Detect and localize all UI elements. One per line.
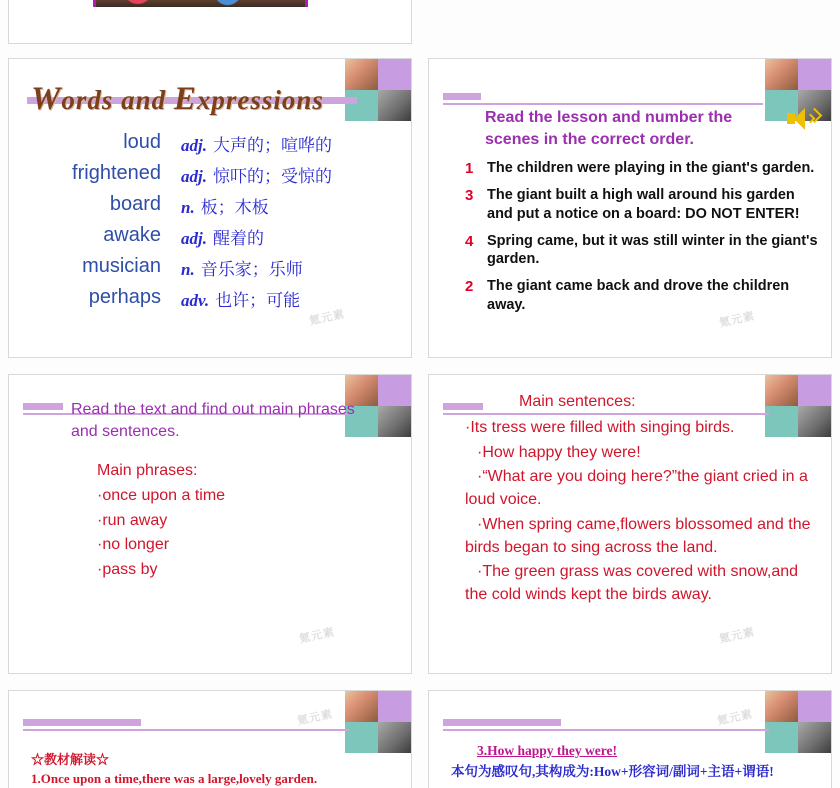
list-item[interactable] [465,159,820,178]
slide-photo-strip[interactable] [8,0,412,44]
list-item[interactable] [465,277,820,315]
vocab-word: awake [103,224,161,246]
explanation-heading: 3.How happy they were! [477,743,617,758]
vocab-pos: n. [181,198,195,217]
explanation-line: 1.Once upon a time,there was a large,lovely garden. [31,770,318,786]
vocab-meaning: n. 板；木板 [181,198,269,217]
main-sentences-list [465,417,815,609]
vocab-row [9,224,411,249]
slide-read-the-lesson[interactable] [428,58,832,358]
title-rule-left [443,719,561,726]
order-number: 2 [465,278,474,296]
scene-text: The giant built a high wall around his garden and put a notice on a board: DO NOT ENTER! [487,186,800,222]
vocab-meaning: adv. 也许；可能 [181,291,301,310]
corner-decoration-icon [765,691,831,753]
watermark: 氪元素 [716,708,755,728]
title-rule-left [443,403,483,410]
slide-words-and-expressions[interactable] [8,58,412,358]
order-number: 3 [465,186,474,204]
vocab-pos: adj. [181,167,207,186]
vocab-meaning: n. 音乐家；乐师 [181,260,303,279]
sentence-item: ·The green grass was covered with snow,and the cold winds kept the birds away. [465,563,799,604]
watermark: 氪元素 [718,310,757,330]
lesson-instruction: Read the lesson and number the scenes in the correct order. [485,109,733,148]
vocab-pos: adj. [181,229,207,248]
vocab-word: loud [123,131,161,153]
title-rule-thin [443,413,769,415]
scene-text: The children were playing in the giant's garden. [487,160,815,176]
watermark: 氪元素 [718,626,757,646]
corner-decoration-icon [345,691,411,753]
title-rule-left [23,403,63,410]
title-rule-thin [443,729,769,731]
vocab-row [9,162,411,187]
sentence-item: ·Its tress were filled with singing birds. [465,419,735,436]
order-number: 1 [465,160,474,177]
vocab-word: frightened [72,162,161,184]
phrase-item: ·pass by [97,561,158,579]
main-sentences-heading: Main sentences: [519,393,636,410]
main-phrases-block [97,459,225,583]
vocab-row [9,255,411,280]
vocab-word: board [109,193,161,215]
explanation-line: ☆教材解读☆ [31,752,110,767]
main-phrases-heading: Main phrases: [97,462,198,479]
watermark: 氪元素 [296,708,335,728]
vocab-pos: adv. [181,291,210,310]
vocab-pos: adj. [181,136,207,155]
vocab-meaning: adj. 惊吓的；受惊的 [181,167,332,186]
title-rule-thin [23,729,349,731]
scene-text: Spring came, but it was still winter in the giant's garden. [487,232,818,268]
sentence-item: ·When spring came,flowers blossomed and the birds began to sing across the land. [465,515,811,556]
title-rule-left [443,93,481,100]
slide-how-happy-explanation[interactable] [428,690,832,788]
slide-textbook-explanation[interactable] [8,690,412,788]
slide-main-phrases[interactable] [8,374,412,674]
sentence-item: ·“What are you doing here?”the giant cried in a loud voice. [465,468,808,509]
scene-order-list [465,159,820,323]
list-item[interactable] [465,186,820,224]
order-number: 4 [465,232,474,250]
vocab-row [9,286,411,311]
words-expressions-title: Words and Expressions [31,81,324,117]
vocab-meaning: adj. 醒着的 [181,229,264,248]
corner-decoration-icon [345,59,411,121]
vocab-row [9,193,411,218]
explanation-block [31,751,391,788]
list-item[interactable] [465,232,820,270]
title-rule-thin [443,103,763,105]
vocab-word: musician [82,255,161,277]
phrase-item: ·no longer [97,536,170,554]
title-rule-left [23,719,141,726]
speaker-icon[interactable] [787,107,815,131]
instruction-text: Read the text and find out main phrases and sentences. [71,401,355,441]
phrase-item: ·run away [97,511,168,529]
scene-text: The giant came back and drove the children away. [487,278,790,314]
explanation-body: 本句为感叹句,其构成为:How+形容词/副词+主语+谓语! [451,764,774,779]
watermark: 氪元素 [308,308,347,328]
watermark: 氪元素 [298,626,337,646]
vocab-row [9,131,411,156]
vocab-pos: n. [181,260,195,279]
children-photo-image [93,0,308,7]
sentence-item: ·How happy they were! [477,443,641,461]
slide-main-sentences[interactable] [428,374,832,674]
phrase-item: ·once upon a time [97,486,226,504]
vocab-word: perhaps [88,286,161,308]
vocab-meaning: adj. 大声的；喧哗的 [181,136,332,155]
vocabulary-list [9,131,411,317]
